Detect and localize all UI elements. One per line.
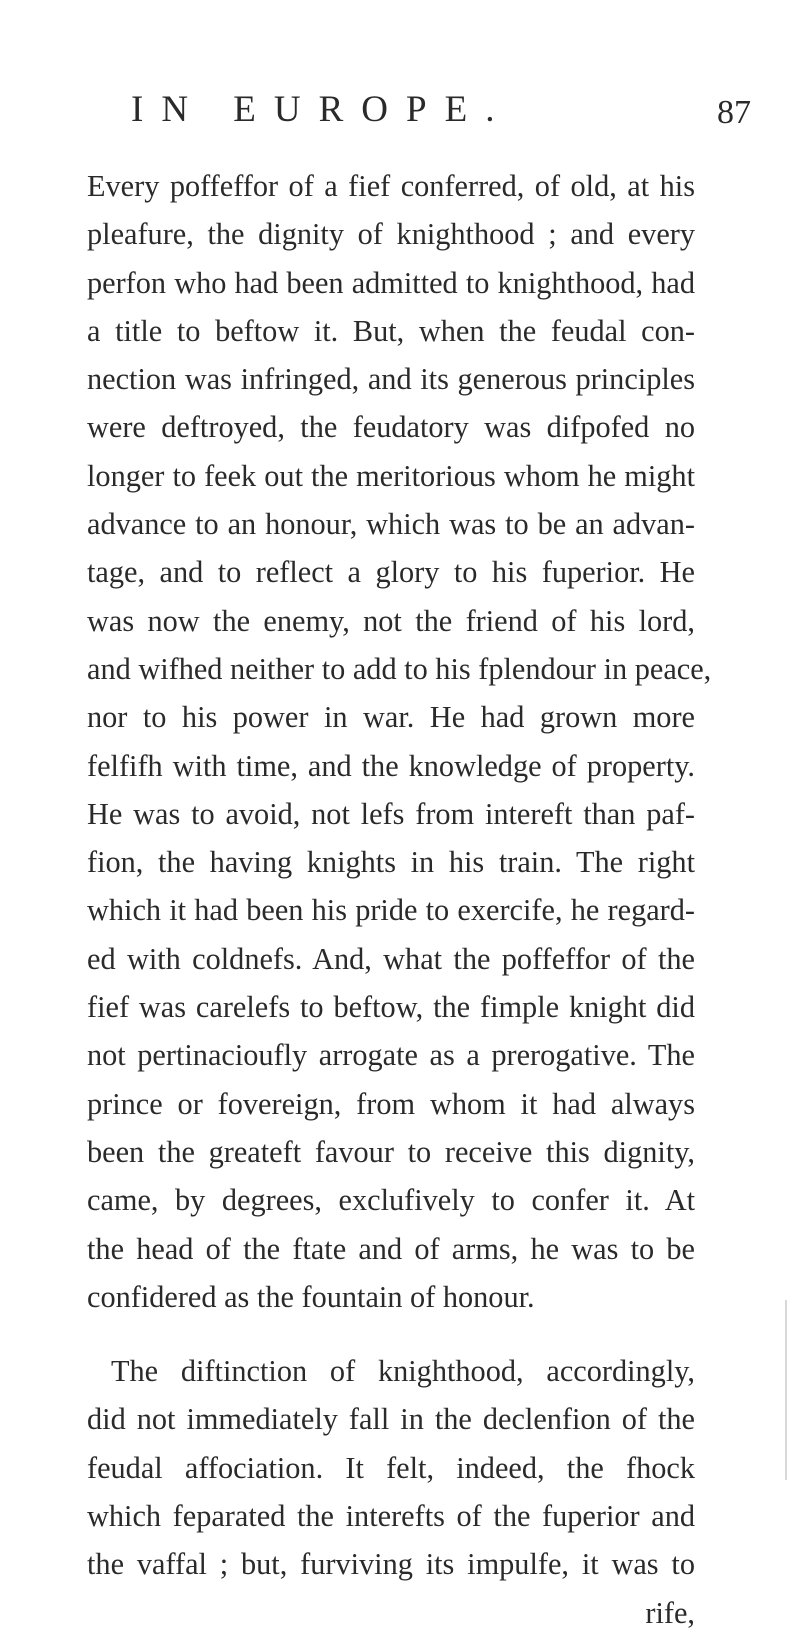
text-line: fief was carelefs to beftow, the fimple knight did [87, 990, 695, 1025]
text-line: nor to his power in war. He had grown more [87, 700, 695, 735]
text-line: confidered as the fountain of honour. [87, 1279, 535, 1314]
page-edge-shadow [785, 1300, 787, 1480]
paragraph-1 [87, 162, 712, 1321]
body-text [87, 162, 712, 1637]
text-line: the vaffal ; but, furviving its impulfe, it was to [87, 1547, 695, 1582]
running-head-title: IN EUROPE. [131, 89, 513, 130]
text-line: prince or fovereign, from whom it had always [87, 1086, 695, 1121]
text-line: fion, the having knights in his train. The right [87, 845, 695, 880]
text-line: Every poffeffor of a fief conferred, of old, at his [87, 169, 695, 203]
text-line: been the greateft favour to receive this dignity, [87, 1134, 695, 1169]
text-line: did not immediately fall in the declenfion of the [87, 1402, 695, 1437]
text-line: perfon who had been admitted to knighthood, had [87, 265, 695, 300]
catchword: rife, [645, 1595, 695, 1630]
text-line: He was to avoid, not lefs from intereft than paf- [87, 796, 695, 831]
text-line: and wifhed neither to add to his fplendour in peace, [87, 651, 712, 686]
text-line: was now the enemy, not the friend of his lord, [87, 603, 695, 638]
text-line: The diftinction of knighthood, accordingly, [111, 1354, 695, 1389]
text-line: felfifh with time, and the knowledge of property. [87, 748, 695, 783]
text-line: pleafure, the dignity of knighthood ; and every [87, 217, 695, 252]
text-line: ed with coldnefs. And, what the poffeffor of the [87, 941, 695, 976]
text-line: feudal affociation. It felt, indeed, the fhock [87, 1450, 695, 1485]
text-line: which it had been his pride to exercife, he regard- [87, 893, 695, 928]
text-line: came, by degrees, exclufively to confer it. At [87, 1183, 695, 1218]
text-line: which feparated the interefts of the fuperior and [87, 1499, 695, 1534]
text-line: tage, and to reflect a glory to his fuperior. He [87, 555, 695, 590]
paragraph-gap [87, 1321, 695, 1347]
text-line: nection was infringed, and its generous principles [87, 362, 695, 397]
text-line: longer to feek out the meritorious whom he might [87, 458, 695, 493]
page-number: 87 [717, 94, 751, 131]
text-line: were deftroyed, the feudatory was difpofed no [87, 410, 695, 445]
text-line: the head of the ftate and of arms, he was to be [87, 1231, 695, 1266]
paragraph-2 [87, 1347, 695, 1588]
text-line: not pertinacioufly arrogate as a prerogative. The [87, 1038, 695, 1073]
running-head [131, 88, 751, 138]
text-line: advance to an honour, which was to be an advan- [87, 507, 695, 542]
text-line: a title to beftow it. But, when the feudal con- [87, 313, 695, 348]
